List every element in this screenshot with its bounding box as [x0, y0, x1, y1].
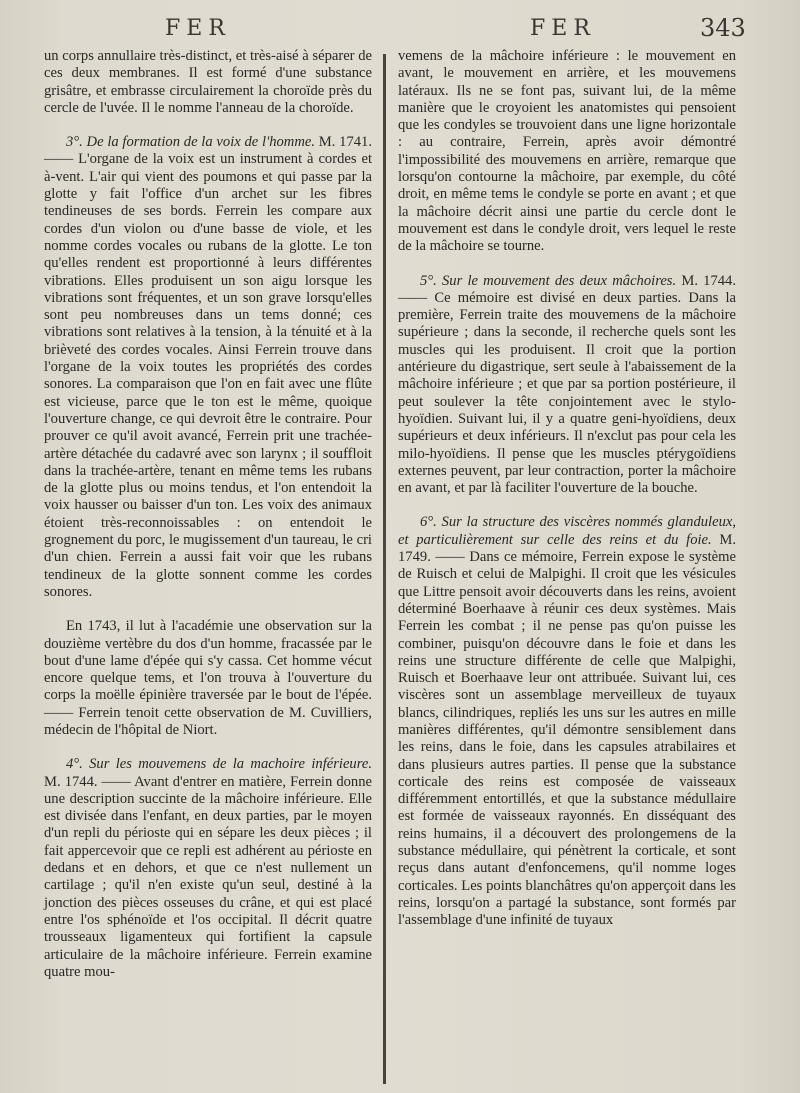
paragraph-text: M. 1744. —— Avant d'entrer en matière, Ferrein donne une description succinte de la mâchoire inférieure. Elle est divisée dans l'enfant, en deux parties, par le moyen d'un repli du périoste qui en sépare les deux pièces ; il fait appercevoir que ce repli est adhérent au périoste en dedans et en dehors, et que ce n'est nullement un cartilage ; qu'il n'en existe qu'un seul, destiné à la jonction des pièces osseuses du crâne, et qui est placé entre l'os sphénoïde et l'os occipital. Il décrit quatre trousseaux ligamenteux qui fortifient la capsule articulaire de la mâchoire inférieure. Ferrein examine quatre mou-: [44, 773, 372, 980]
section-heading: 4°. Sur les mouvemens de la machoire inférieure.: [66, 756, 372, 773]
left-text-column: [44, 48, 372, 981]
page-number: 343: [700, 14, 746, 42]
paragraph: [44, 618, 372, 739]
paragraph-text: En 1743, il lut à l'académie une observation sur la douzième vertèbre du dos d'un homme, fracassée par le bout d'une lame d'épée qui s'y cassa. Cet homme vécut encore quelque tems, et l'on trouva à l'ouverture du corps la moëlle épinière traversée par le bout de l'épée. —— Ferrein tenoit cette observation de M. Cuvilliers, médecin de l'hôpital de Niort.: [44, 618, 372, 738]
paragraph-text: vemens de la mâchoire inférieure : le mouvement en avant, le mouvement en arrière, et les mouvemens latéraux. Ils ne se font pas, suivant lui, de la même manière que le croyoient les anatomistes qui pensoient que les condyles se trouvoient dans une ligne horizontale : au contraire, Ferrein, après avoir démontré l'impossibilité des mouvemens en arrière, remarque que lorsqu'on contourne la mâchoire, par exemple, du côté droit, en même tems le condyle se porte en avant ; et que la mâchoire décrit ainsi une partie du cercle dont le mouvement est dans le condyle droit, vers lequel le reste de la mâchoire se tourne.: [398, 48, 736, 255]
running-header: [0, 14, 800, 48]
left-running-title: FER: [165, 16, 231, 41]
section-heading: 6°. Sur la structure des viscères nommés glanduleux, et particulièrement sur celle des reins et du foie.: [398, 514, 736, 548]
paragraph-text: un corps annullaire très-distinct, et très-aisé à séparer de ces deux membranes. Il est formé d'une substance grisâtre, et embrasse circulairement la choroïde près du cercle de l'uvée. Il le nomme l'anneau de la choroïde.: [44, 48, 372, 116]
column-gutter-shadow: [383, 54, 386, 1084]
paragraph: [398, 48, 736, 256]
section-heading: 3°. De la formation de la voix de l'homme.: [66, 134, 315, 151]
right-running-title: FER: [530, 16, 596, 41]
paragraph: [44, 134, 372, 601]
paragraph-text: M. 1749. —— Dans ce mémoire, Ferrein expose le système de Ruisch et celui de Malpighi. Il croit que les vésicules que Littre pensoit avoir découverts dans les reins, avoient déterminé Boerhaave à réunir ces deux systèmes. Mais Ferrein les combat ; il ne pense pas qu'on puisse les combiner, puisqu'on découvre dans le foie et dans les reins une structure différente de celle que Malpighi, Ruisch et Boerhaave leur ont attribuée. Suivant lui, ces viscères sont un assemblage merveilleux de tuyaux blancs, cilindriques, repliés les uns sur les autres en mille manières différentes, qu'il démontre sensiblement dans les reins, dans le foie, dans les capsules atrabilaires et dans plusieurs autres parties. Il pense que la substance corticale des reins est composée de vaisseaux différemment entortillés, et que la substance médullaire est formée de vaisseaux rayonnés. En disséquant des reins humains, il a découvert des prolongemens de la substance médullaire, qui pénètrent la corticale, et sont reçus dans autant d'enfoncemens, qu'il nomme loges corticales. Les points blanchâtres qu'on apperçoit dans les reins, lorsqu'on a partagé la substance, sont formés par l'assemblage d'une infinité de tuyaux: [398, 531, 736, 929]
section-heading: 5°. Sur le mouvement des deux mâchoires.: [420, 272, 677, 289]
paragraph: [44, 756, 372, 981]
paragraph: [44, 48, 372, 117]
paragraph: [398, 273, 736, 498]
right-text-column: [398, 48, 736, 930]
paragraph: [398, 514, 736, 929]
paragraph-text: M. 1744. —— Ce mémoire est divisé en deux parties. Dans la première, Ferrein traite des mouvemens de la mâchoire supérieure ; dans la seconde, il recherche quels sont les muscles qui les produisent. Il croit que la portion antérieure du digastrique, sert seule à l'abaissement de la mâchoire inférieure ; et que par sa portion postérieure, il peut soulever la tête conjointement avec le stylo-hyoïdien. Suivant lui, il y a quatre geni-hyoïdiens, deux supérieurs et deux inférieurs. Il n'exclut pas pour cela les milo-hyoïdiens. Il pense que les muscles ptérygoïdiens externes peuvent, par leur contraction, porter la mâchoire en avant, et par là faciliter l'ouverture de la bouche.: [398, 272, 736, 497]
paragraph-text: M. 1741. —— L'organe de la voix est un instrument à cordes et à-vent. L'air qui vient des poumons et qui passe par la glotte y fait l'office d'un archet sur les fibres tendineuses de ses bords. Ferrein les compare aux cordes d'un violon ou d'une basse de viole, et les nomme cordes vocales ou rubans de la glotte. Le ton qu'elles rendent est proportionné à leurs différentes vibrations. Elles produisent un son aigu lorsque les vibrations sont fréquentes, et un son grave lorsqu'elles sont peu nombreuses dans un tems donné; ces vibrations sont relatives à la tension, à la ténuité et à la brièveté des cordes vocales. Ainsi Ferrein trouve dans l'organe de la voix toutes les propriétés des cordes sonores. La comparaison que l'on en fait avec une flûte est vicieuse, parce que le ton est le même, quoique l'ouverture change, ce qui devroit être le contraire. Pour prouver ce qu'il avoit avancé, Ferrein prit une trachée-artère détachée du cadavré avec son larynx ; il souffloit dans la trachée-artère, tenant en même tems les rubans de la glotte plus ou moins tendus, et l'on entendoit la voix hausser ou baisser d'un ton. Les voix des animaux étoient très-reconnoissables : on entendoit le grognement du porc, le mugissement d'un taureau, le cri d'un chien. Ferrein a aussi fait voir que les rubans tendineux de la glotte sonnent comme les cordes sonores.: [44, 134, 372, 600]
